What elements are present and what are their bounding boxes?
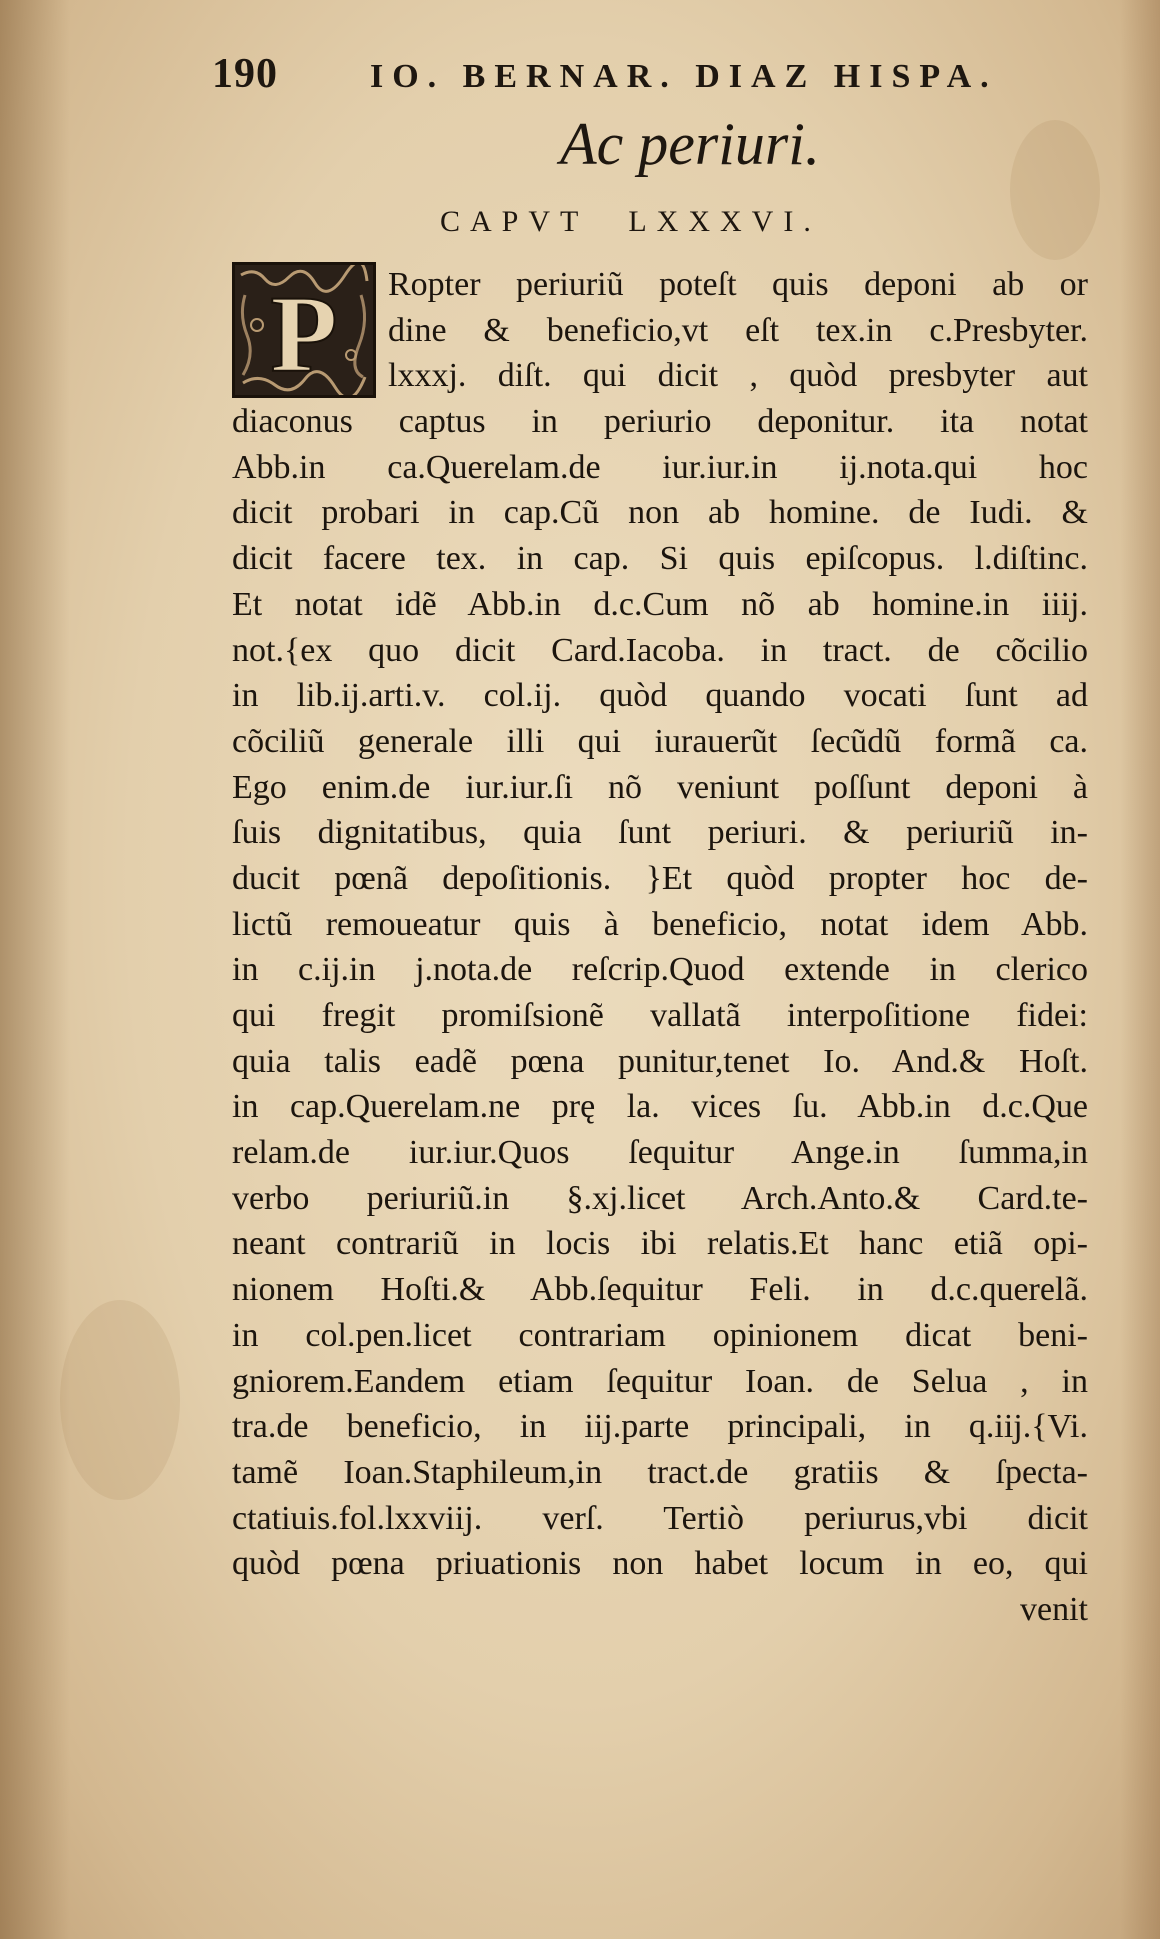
text-line: ducit pœnã depoſitionis. }Et quòd propter hoc de- — [232, 859, 1088, 897]
text-line: dine & beneficio,vt eſt tex.in c.Presbyter. — [388, 311, 1088, 349]
text-line: cõciliũ generale illi qui iurauerũt ſecũdũ formã ca. — [232, 722, 1088, 760]
text-line: quia talis eadẽ pœna punitur,tenet Io. And.& Hoſt. — [232, 1042, 1088, 1080]
text-line: in cap.Querelam.ne prę la. vices ſu. Abb.in d.c.Que — [232, 1088, 1088, 1126]
text-line: qui fregit promiſsionẽ vallatã interpoſitione fidei: — [232, 997, 1088, 1034]
catchword: venit — [1020, 1590, 1088, 1628]
text-line: ſuis dignitatibus, quia ſunt periuri. & periuriũ in- — [232, 814, 1088, 852]
text-line: diaconus captus in periurio deponitur. ita notat — [232, 403, 1088, 441]
text-line: nionem Hoſti.& Abb.ſequitur Feli. in d.c.querelã. — [232, 1271, 1088, 1309]
text-line: verbo periuriũ.in §.xj.licet Arch.Anto.& Card.te- — [232, 1179, 1088, 1217]
text-line: lxxxj. diſt. qui dicit , quòd presbyter aut — [388, 357, 1088, 395]
text-line: dicit probari in cap.Cũ non ab homine. de Iudi. & — [232, 494, 1088, 532]
text-line: Ropter periuriũ poteſt quis deponi ab or — [388, 266, 1088, 303]
text-line: lictũ remoueatur quis à beneficio, notat idem Abb. — [232, 905, 1088, 943]
body-text — [232, 262, 1088, 1633]
chapter-heading — [440, 205, 821, 239]
text-line: tamẽ Ioan.Staphileum,in tract.de gratiis & ſpecta- — [232, 1453, 1088, 1491]
text-line: Ego enim.de iur.iur.ſi nõ veniunt poſſunt deponi à — [232, 768, 1088, 806]
page-number: 190 — [212, 51, 278, 97]
text-line: ctatiuis.fol.lxxviij. verſ. Tertiò periurus,vbi dicit — [232, 1499, 1088, 1537]
text-line: in col.pen.licet contrariam opinionem dicat beni- — [232, 1316, 1088, 1354]
page-header — [212, 50, 1032, 110]
initial-letter: P — [270, 273, 338, 395]
text-line: Abb.in ca.Querelam.de iur.iur.in ij.nota.qui hoc — [232, 448, 1088, 486]
section-title: Ac periuri. — [560, 111, 820, 177]
text-line: dicit facere tex. in cap. Si quis epiſcopus. l.diſtinc. — [232, 540, 1088, 578]
text-line: Et notat idẽ Abb.in d.c.Cum nõ ab homine.in iiij. — [232, 585, 1088, 623]
text-line: quòd pœna priuationis non habet locum in eo, qui — [232, 1545, 1088, 1583]
chapter-number: LXXXVI. — [628, 205, 821, 238]
text-line: gniorem.Eandem etiam ſequitur Ioan. de Selua , in — [232, 1362, 1088, 1400]
paper-stain — [60, 1300, 180, 1500]
text-line: in c.ij.in j.nota.de reſcrip.Quod extende in clerico — [232, 951, 1088, 989]
paper-stain — [1010, 120, 1100, 260]
chapter-label: CAPVT — [440, 205, 589, 238]
text-line: not.{ex quo dicit Card.Iacoba. in tract. de cõcilio — [232, 631, 1088, 669]
decorated-initial-p — [232, 262, 376, 398]
running-head: IO. BERNAR. DIAZ HISPA. — [370, 58, 998, 95]
text-line: neant contrariũ in locis ibi relatis.Et hanc etiã opi- — [232, 1225, 1088, 1263]
text-line: relam.de iur.iur.Quos ſequitur Ange.in ſumma,in — [232, 1134, 1088, 1172]
woodcut-initial-icon — [235, 265, 373, 395]
text-line: in lib.ij.arti.v. col.ij. quòd quando vocati ſunt ad — [232, 677, 1088, 715]
text-line: tra.de beneficio, in iij.parte principali, in q.iij.{Vi. — [232, 1408, 1088, 1446]
